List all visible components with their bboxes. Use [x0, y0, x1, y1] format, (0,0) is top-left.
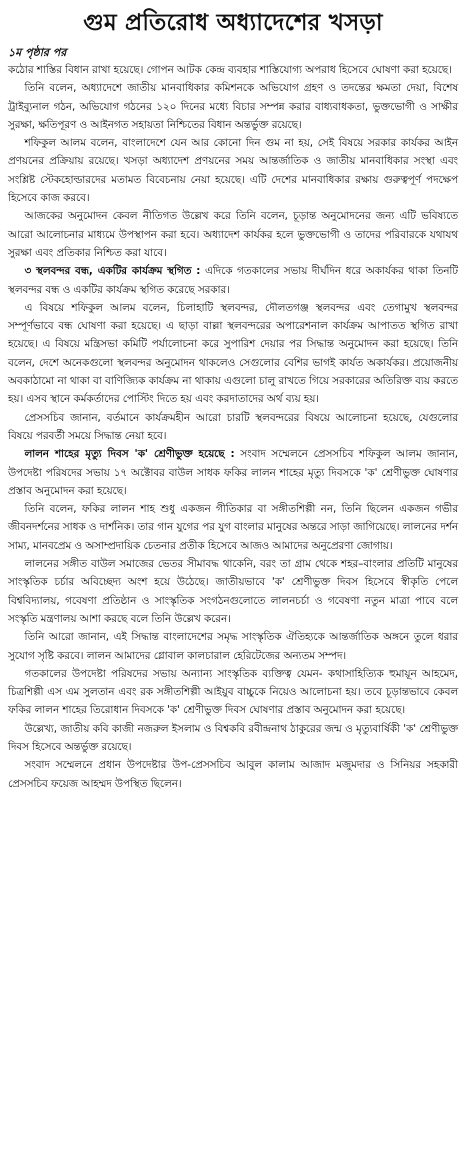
- continued-from-label: ১ম পৃষ্ঠার পর: [8, 46, 67, 59]
- section-subhead: লালন শাহের মৃত্যু দিবস 'ক' শ্রেণীভুক্ত হয়েছে :: [24, 448, 235, 461]
- article-paragraph: [8, 79, 458, 134]
- article-paragraph: [8, 445, 458, 500]
- paragraph-text: সংবাদ সম্মেলনে প্রধান উপদেষ্টার উপ-প্রেসসচিব আবুল কালাম আজাদ মজুমদার ও সিনিয়র সহকারী প্রেসসচিব ফয়েজ আহম্মদ উপস্থিত ছিলেন।: [8, 759, 458, 790]
- article-paragraph: [8, 500, 458, 555]
- article-body: [8, 61, 458, 793]
- paragraph-text: প্রেসসচিব জানান, বর্তমানে কার্যক্রমহীন আরো চারটি স্থলবন্দরের বিষয়ে আলোচনা হয়েছে, যেগুলোর বিষয়ে পরবর্তী সময়ে সিদ্ধান্ত নেয়া হবে।: [8, 411, 458, 442]
- article-paragraph: [8, 299, 458, 409]
- paragraph-text: আজকের অনুমোদন কেবল নীতিগত উল্লেখ করে তিনি বলেন, চূড়ান্ত অনুমোদনের জন্য এটি ভবিষ্যতে আরো আলোচনার মাধ্যমে উপস্থাপন করা হবে। অধ্যাদেশ কার্যকর হলে ভুক্তভোগী ও তাদের পরিবারকে যথাযথ সুরক্ষা এবং প্রতিকার নিশ্চিত করা যাবে।: [8, 210, 458, 259]
- paragraph-text: শফিকুল আলম বলেন, বাংলাদেশে যেন আর কোনো দিন গুম না হয়, সেই বিষয়ে সরকার কার্যকর আইন প্রণয়নের প্রক্রিয়ায় রয়েছে। খসড়া অধ্যাদেশ প্রণয়নের সময় আন্তর্জাতিক ও জাতীয় মানবাধিকার সংস্থা এবং সংশ্লিষ্ট স্টেকহোল্ডারদের মতামত বিবেচনায় নেয়া হয়েছে। এটি দেশের মানবাধিকার রক্ষায় গুরুত্বপূর্ণ পদক্ষেপ হিসেবে কাজ করবে।: [8, 137, 458, 205]
- paragraph-text: এ বিষয়ে শফিকুল আলম বলেন, চিলাহাটি স্থলবন্দর, দৌলতগঞ্জ স্থলবন্দর এবং তেগামুখ স্থলবন্দর সম্পূর্ণভাবে বন্ধ ঘোষণা করা হয়েছে। এ ছাড়া বাল্লা স্থলবন্দরের অপারেশনাল কার্যক্রম আপাতত স্থগিত রাখা হয়েছে। এ বিষয়ে মন্ত্রিসভা কমিটি পর্যালোচনা করে সুপারিশ দেয়ার পর সিদ্ধান্ত অনুমোদন করা হয়েছে। তিনি বলেন, দেশে অনেকগুলো স্থলবন্দর অনুমোদন থাকলেও সেগুলোর বেশির ভাগই কার্যত অকার্যকর। প্রয়োজনীয় অবকাঠামো না থাকা বা বাণিজ্যিক কার্যক্রম না থাকায় এগুলো চালু রাখতে গিয়ে সরকারের অতিরিক্ত ব্যয় করতে হয়। এসব স্থানে কর্মকর্তাদের পোস্টিং দিতে হয় এবং করদাতাদের অর্থ ব্যয় হয়।: [8, 301, 458, 406]
- article-paragraph: [8, 262, 458, 299]
- section-subhead: ৩ স্থলবন্দর বন্ধ, একটির কার্যক্রম স্থগিত :: [24, 265, 201, 278]
- paragraph-text: সংবাদ সম্মেলনে প্রেসসচিব শফিকুল আলম জানান, উপদেষ্টা পরিষদের সভায় ১৭ অক্টোবর বাউল সাধক ফকির লালন শাহের মৃত্যু দিবসকে 'ক' শ্রেণীভুক্ত ঘোষণার প্রস্তাব অনুমোদন করা হয়েছে।: [8, 448, 458, 497]
- article-paragraph: [8, 720, 458, 757]
- article-paragraph: [8, 665, 458, 720]
- paragraph-text: কঠোর শাস্তির বিধান রাখা হয়েছে। গোপন আটক কেন্দ্র ব্যবহার শাস্তিযোগ্য অপরাধ হিসেবে ঘোষণা করা হয়েছে।: [8, 64, 452, 76]
- article-paragraph: [8, 207, 458, 262]
- article-paragraph: [8, 628, 458, 665]
- paragraph-text: গতকালের উপদেষ্টা পরিষদের সভায় অন্যান্য সাংস্কৃতিক ব্যক্তিত্ব যেমন- কথাসাহিত্যিক হুমায়ূন আহমেদ, চিত্রশিল্পী এস এম সুলতান এবং রক সঙ্গীতশিল্পী আইয়ুব বাচ্চুকে নিয়েও আলোচনা হয়। তবে চূড়ান্তভাবে কেবল ফকির লালন শাহের তিরোধান দিবসকে 'ক' শ্রেণীভুক্ত দিবস ঘোষণার প্রস্তাব অনুমোদন করা হয়েছে।: [8, 667, 458, 717]
- paragraph-text: লালনের সঙ্গীত বাউল সমাজের ভেতর সীমাবদ্ধ থাকেনি, বরং তা গ্রাম থেকে শহর–বাংলার প্রতিটি মানুষের সাংস্কৃতিক চর্চার অবিচ্ছেদ্য অংশ হয়ে উঠেছে। জাতীয়ভাবে 'ক' শ্রেণীভুক্ত দিবস হিসেবে স্বীকৃতি পেলে বিশ্ববিদ্যালয়, গবেষণা প্রতিষ্ঠান ও সাংস্কৃতিক সংগঠনগুলোতে লালনচর্চা ও গবেষণা নতুন মাত্রা পাবে বলে সংস্কৃতি মন্ত্রণালয় আশা করছে বলে তিনি উল্লেখ করেন।: [8, 558, 458, 625]
- paragraph-text: তিনি আরো জানান, এই সিদ্ধান্ত বাংলাদেশের সমৃদ্ধ সাংস্কৃতিক ঐতিহ্যকে আন্তর্জাতিক অঙ্গনে তুলে ধরার সুযোগ সৃষ্টি করবে। লালন আমাদের গ্লোবাল কালচারাল হেরিটেজের অন্যতম সম্পদ।: [8, 631, 458, 662]
- paragraph-text: তিনি বলেন, অধ্যাদেশে জাতীয় মানবাধিকার কমিশনকে অভিযোগ গ্রহণ ও তদন্তের ক্ষমতা দেয়া, বিশেষ ট্রাইব্যুনাল গঠন, অভিযোগ গঠনের ১২০ দিনের মধ্যে বিচার সম্পন্ন করার বাধ্যবাধকতা, ভুক্তভোগী ও সাক্ষীর সুরক্ষা, ক্ষতিপূরণ ও আইনগত সহায়তা নিশ্চিতের বিধান অন্তর্ভুক্ত রয়েছে।: [8, 82, 458, 131]
- paragraph-text: এদিকে গতকালের সভায় দীর্ঘদিন ধরে অকার্যকর থাকা তিনটি স্থলবন্দর বন্ধ ও একটির কার্যক্রম স্থগিত করেছে সরকার।: [8, 265, 458, 296]
- article-paragraph: [8, 134, 458, 207]
- paragraph-text: উল্লেখ্য, জাতীয় কবি কাজী নজরুল ইসলাম ও বিশ্বকবি রবীন্দ্রনাথ ঠাকুরের জন্ম ও মৃত্যুবার্ষিকী 'ক' শ্রেণীভুক্ত দিবস হিসেবে অন্তর্ভুক্ত রয়েছে।: [8, 722, 458, 753]
- article-paragraph: [8, 409, 458, 446]
- article-headline: গুম প্রতিরোধ অধ্যাদেশের খসড়া: [83, 10, 383, 36]
- paragraph-text: তিনি বলেন, ফকির লালন শাহ শুধু একজন গীতিকার বা সঙ্গীতশিল্পী নন, তিনি ছিলেন একজন গভীর জীবনদর্শনের সাধক ও দার্শনিক। তার গান যুগের পর যুগ বাংলার মানুষের অন্তরে সাড়া জাগিয়েছে। লালনের দর্শন সাম্য, মানবপ্রেম ও অসাম্প্রদায়িক চেতনার প্রতীক হিসেবে আজও আমাদের অনুপ্রেরণা জোগায়।: [8, 503, 458, 552]
- article-paragraph: [8, 61, 458, 79]
- article-paragraph: [8, 555, 458, 628]
- article-paragraph: [8, 756, 458, 793]
